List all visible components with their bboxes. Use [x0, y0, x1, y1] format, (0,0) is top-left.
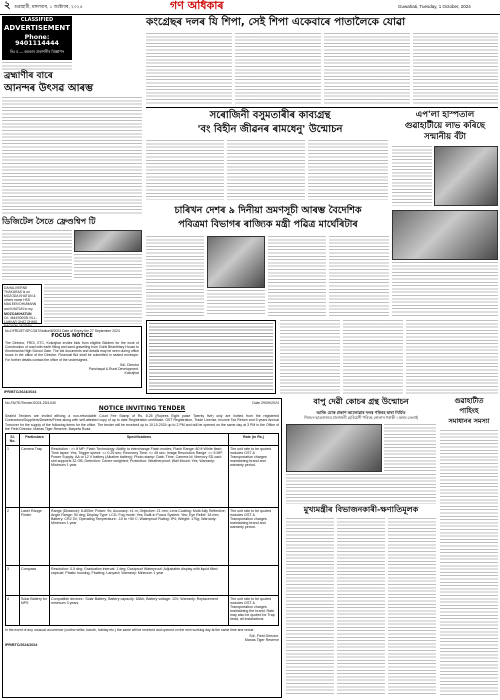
minister-headline: মুখ্যমন্ত্ৰীৰ বিভাজনকাৰী-ক্ষণাতিমূলক: [303, 505, 419, 514]
classified-phone: Phone: 9401114444: [15, 33, 59, 48]
apollo-photo: [434, 146, 498, 206]
campaign-article-5: [392, 262, 498, 316]
top-article-col1: [146, 33, 232, 105]
cell-rate: The unit rate to be quoted includes GST & Transportation charges maintaining brand and warranty period.: [229, 507, 279, 565]
sarojini-headline-2: 'বং বিহীন জীৱনৰ ৰামধেনু' উন্মোচন: [197, 124, 343, 135]
th-rate: Rate (in Rs.): [229, 434, 279, 445]
fix-notice-code: IPR/BTC/2624/2024: [4, 390, 37, 394]
small-ad-2: [44, 284, 142, 324]
small-ad-address: Crt. 4644/9000/B VILL - LAHKAR GHAT DHING NAGAON JAGDAN: [4, 316, 38, 329]
campaign-photo-2: [392, 210, 498, 260]
campaign-article-1: [146, 236, 204, 316]
sarojini-article-1: [146, 140, 224, 200]
guwahati-headline: গুৱাহাটীত: [454, 397, 484, 405]
apollo-headline-3: সন্মানীয় বঁটা: [424, 132, 466, 142]
sarojini-article-2: [227, 140, 305, 200]
bapu-photo: [286, 424, 382, 472]
tender-date: Date 29/09/2024: [252, 401, 279, 405]
bapu-article-1: [384, 424, 436, 472]
brahma-headline-2: আনন্দৰ উৎসৱ আৰম্ভ: [4, 83, 94, 94]
top-article-col4: [413, 33, 498, 105]
guwahati-article: [440, 430, 498, 696]
sarojini-headline: সৰোজিনী বসুমতাৰীৰ কাব্যগ্ৰন্থ: [209, 110, 331, 121]
th-sl: Sl. No.: [6, 434, 20, 445]
article-mid-1: [280, 320, 340, 394]
classified-box: [2, 16, 72, 60]
minister-article-3: [388, 518, 436, 696]
bapu-sub-2: শিলচৰ ছাত্ৰৰাজ্যৰ মালাজনী হেৰিয়েশী পৰিবহ নোলান গৰাকী । অসম তেলাই: [304, 416, 418, 420]
bapu-sub: আজি মোক প্ৰকাশ আলোৱাৰ দলৰ পৰিবহ দ্বাৰা নিৰ্মিত: [316, 410, 406, 415]
masthead-logo: গণ অধিকাৰ: [170, 0, 224, 12]
small-ad-name: MOZOAKHATUN: [4, 311, 32, 316]
bapu-headline: বাপু দেৱী কোচৰ গ্ৰন্থ উন্মোচন: [313, 397, 409, 406]
divider-1: [146, 107, 498, 108]
table-row: [6, 595, 279, 625]
guwahati-headline-3: সমাধানৰ সমস্যা: [448, 417, 490, 425]
apollo-headline: এপ'লা হাস্পতাল: [415, 110, 475, 120]
fix-notice: [2, 326, 142, 388]
brahma-article: [2, 97, 142, 215]
campaign-photo: [207, 236, 265, 288]
fix-notice-sign-1: Sd/- Director: [119, 362, 139, 367]
date-right: Guwahati, Tuesday, 1 October, 2024: [398, 4, 471, 9]
cell-rate: [229, 565, 279, 595]
fix-notice-title: FOCUS NOTICE: [51, 333, 93, 340]
fix-notice-sign: [5, 363, 139, 376]
classified-text-block: [2, 62, 72, 70]
campaign-headline: চাৰিখন দেশৰ ৯ দিনীয়া ভ্ৰমণসূচী আৰম্ভ বৈদেশিক: [174, 205, 362, 216]
fix-notice-ref: No.DFRD/ET/SFC/347/Notice/8/2024 Date of Expiry the 27 September 2024: [5, 329, 120, 333]
cell-item: Laser Range Finder: [20, 507, 50, 565]
cell-spec: Resolution: 0.5 deg; Graduation interval: 1 deg; Dustproof Waterproof; Adjustable display with liquid filled capsule; Plastic housing, Floating, Lanyard; Warranty: Minimum 1 year: [50, 565, 229, 595]
cell-spec: Compatible devices : Solar Battery; Battery capacity: 65Ah; Battery voltage: 12V; Warranty: Replacement minimum 3 years.: [50, 595, 229, 625]
campaign-article-3: [268, 236, 326, 316]
th-spec: Specifications: [50, 434, 229, 445]
top-headline: কংগ্ৰেছৰ দলৰ যি শিপা, সেই শিপা একেবাৰে পাতালৈকে যোৱা: [146, 16, 406, 28]
small-ad: [2, 284, 42, 329]
cell-sl: 1: [6, 445, 20, 507]
digital-article-2: [74, 254, 142, 280]
cell-spec: Resolution : >= 8 MP; Flash Technology: Ability to interchange Flash modes; Flash Range: 80 ft White flash; Time lapse: Yes; Trigger speed: <= 0.25 sec; Recovery Time: <= 45 sec; Image Resolution Range: >= 5 MP; Power Supply: AA or 12 V battery (Alkaline battery); Photo stamp: Date, Time, Camera Id; Memory SD card slot supports 32 GB; Detection: Centre weighted; Protection: Weatherproof; Wall Mount: Yes; Warranty: Minimum 1 year: [50, 445, 229, 507]
cell-rate: The unit rate to be quoted includes GST & Transportation charges maintaining the brand. Rate may also be quoted for Trap head, all installations: [229, 595, 279, 625]
campaign-article-2: [207, 290, 265, 316]
guwahati-headline-2: পাহিংহ: [459, 407, 479, 415]
apollo-article: [392, 146, 432, 206]
small-ad-text: DAHALIVERNE THAKURAS is on MOZODA KHATUN & others name HSS MAILEEN DHUMANN and KHATUN to my: [4, 286, 37, 311]
bapu-article-2: [286, 474, 436, 504]
tender-table-header: [6, 434, 279, 445]
masthead-rule: [0, 14, 500, 15]
table-row: [6, 507, 279, 565]
cell-rate: The unit rate to be quoted includes GST & Transportation charges maintaining brand and warranty period.: [229, 445, 279, 507]
table-row: [6, 445, 279, 507]
tender-sign-1: Sd/- Field Director,: [249, 633, 279, 638]
minister-article-2: [337, 518, 385, 696]
digital-article: [2, 230, 72, 280]
side-ad-fill: [149, 323, 273, 391]
top-article-col3: [324, 33, 410, 105]
tender-ref: No.FA/TE/Tender/2024-25/1040: [5, 401, 56, 405]
cell-sl: 4: [6, 595, 20, 625]
brahma-headline: ব্ৰহ্মাণীৰ বাৰে: [4, 71, 53, 81]
side-ad: [146, 320, 276, 394]
fix-notice-sign-2: Panchayat & Rural Development,: [88, 367, 139, 371]
tender-title: NOTICE INVITING TENDER: [98, 405, 186, 413]
cell-spec: Range (Distance): 6-800m; Power: 9v; Accuracy: ±1 m; Objective: 21 mm; Lens Coating: Multi-fully Reflective; Angle Range: 90 deg; Display Type: LCD; Fog mode: Yes; Built-in Focus System: Yes; Eye Relief: 18 mm; Battery: CR2 3V; Operating Temperature: -10 to +50 C; Waterproof Rating: IP4; Weight: 170g; Warranty: Minimum 1 year: [50, 507, 229, 565]
table-row: [6, 565, 279, 595]
digital-headline: ডিজিটেল সৈতে ফ্ৰেণ্ডশ্বিপ টি: [2, 217, 96, 226]
cell-sl: 2: [6, 507, 20, 565]
date-left: গুৱাহাটী, মঙ্গলবাৰ, ১ অক্টোবৰ, ২০২৪: [14, 4, 83, 9]
top-article-col2: [235, 33, 321, 105]
classified-title: ADVERTISEMENT: [3, 24, 71, 33]
fix-notice-sign-3: Kokrajhar: [124, 371, 139, 376]
tender-sign: [5, 634, 279, 643]
digital-photo: [74, 230, 142, 252]
page-number: ২: [4, 0, 11, 11]
article-mid-2: [343, 320, 403, 394]
tender-footer: In the event of any unusual occurrence (curfew strike, bandh, holiday etc.) the same will be received and opened on the next working day at the same time and venue.: [5, 627, 255, 632]
sarojini-article-3: [308, 140, 388, 200]
classified-sub: নিঃ ম — কমকাৰ প্ৰকাশনীৰ বিজ্ঞাপন: [9, 49, 65, 54]
cell-item: Solar Battery for NPS: [20, 595, 50, 625]
masthead: [0, 0, 500, 14]
classified-label: CLASSIFIED: [20, 17, 54, 23]
campaign-article-4: [329, 236, 389, 316]
apollo-headline-2: গুৱাহাটীয়ে লাভ কৰিছে: [404, 121, 486, 131]
th-item: Particulars: [20, 434, 50, 445]
minister-article-1: [286, 518, 334, 696]
campaign-headline-2: পবিত্ৰমা বিভাগৰ ৰাজ্যিক মন্ত্ৰী পৱিত্ৰ মাৰ্ঘেৰিটাৰ: [178, 219, 358, 230]
cell-item: Compass: [20, 565, 50, 595]
tender-body: Sealed Tenders are invited affixing a non-refundable Court Fee Stamp of Rs. 8.25 (Rupees Eight paise Twenty five) only are invited from the registered Contractors/Suppliers/Dealers/Firms along with self-attested copy of up to date Registration certificate, GST Registration, Trade License, Income Tax Return and 5 years Annual Turnover for the supply of the following items for the office. The tender will be received up to 10.10.2024 up to 2 PM and will be opened on the same day at 3 PM in the Office of the Field Director, Manas Tiger Reserve, Barpeta Road.: [5, 413, 279, 431]
fix-notice-body: The Director, FRDI, ETC, Kokrajhar invites bids from eligible Bidders for the work of Construction of road with earth filling and sand gravelling from Gohti Bhanthtary House to Khurbhanha High School Gate. The bid documents and details may be seen during office hours in the office of the Director. Financial Bid shall be submitted in sealed envelope. For further details contact the office of the undersigned.: [5, 340, 139, 362]
tender-notice: [2, 398, 282, 698]
article-mid-3: [406, 320, 498, 394]
tender-code: IPR/BTC/2624/2024: [5, 642, 38, 647]
tender-table: [5, 433, 279, 625]
cell-sl: 3: [6, 565, 20, 595]
tender-sign-2: Manas Tiger Reserve: [244, 638, 279, 643]
cell-item: Camera Trap: [20, 445, 50, 507]
